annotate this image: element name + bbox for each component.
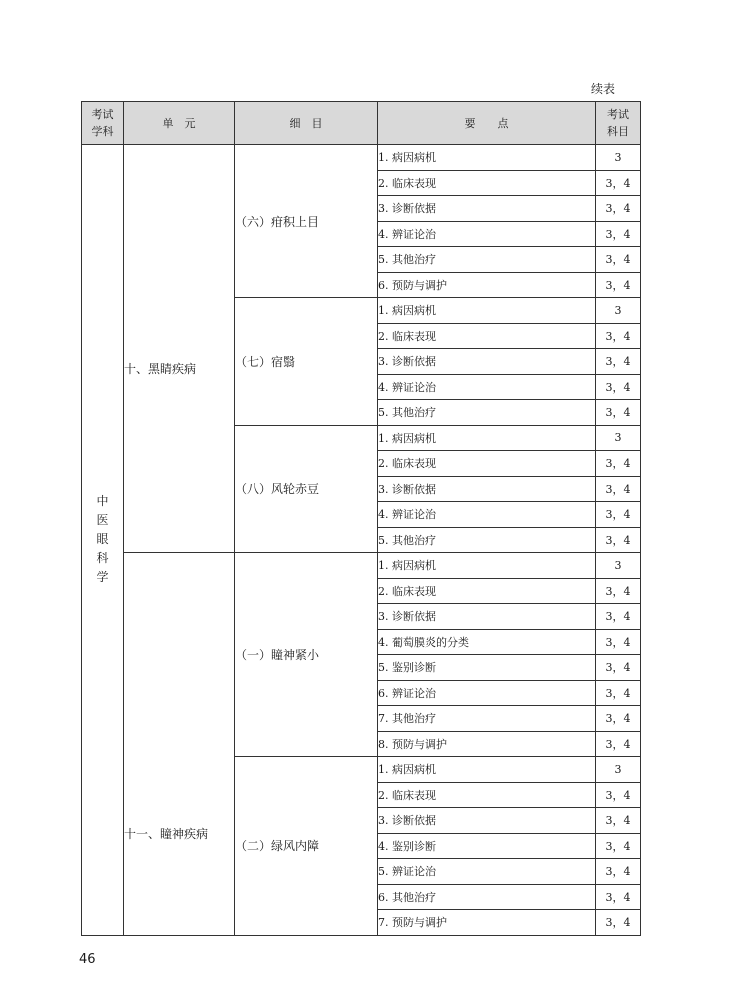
- level-cell: 3，4: [596, 170, 641, 196]
- level-cell: 3，4: [596, 629, 641, 655]
- point-cell: 4. 辨证论治: [378, 221, 596, 247]
- point-cell: 7. 其他治疗: [378, 706, 596, 732]
- header-unit: 单 元: [124, 102, 235, 145]
- point-cell: 2. 临床表现: [378, 578, 596, 604]
- point-cell: 1. 病因病机: [378, 145, 596, 171]
- level-cell: 3，4: [596, 323, 641, 349]
- level-cell: 3: [596, 298, 641, 324]
- point-cell: 2. 临床表现: [378, 323, 596, 349]
- item-cell: （八）风轮赤豆: [235, 425, 378, 553]
- header-subject: [82, 102, 124, 145]
- header-level-line1: 考试: [607, 108, 629, 121]
- level-cell: 3，4: [596, 221, 641, 247]
- level-cell: 3，4: [596, 655, 641, 681]
- level-cell: 3: [596, 757, 641, 783]
- item-cell: （七）宿翳: [235, 298, 378, 426]
- level-cell: 3，4: [596, 247, 641, 273]
- level-cell: 3，4: [596, 833, 641, 859]
- level-cell: 3，4: [596, 731, 641, 757]
- level-cell: 3: [596, 425, 641, 451]
- point-cell: 8. 预防与调护: [378, 731, 596, 757]
- point-cell: 6. 辨证论治: [378, 680, 596, 706]
- header-points: 要 点: [378, 102, 596, 145]
- point-cell: 3. 诊断依据: [378, 196, 596, 222]
- point-cell: 4. 辨证论治: [378, 502, 596, 528]
- point-cell: 5. 鉴别诊断: [378, 655, 596, 681]
- point-cell: 2. 临床表现: [378, 170, 596, 196]
- level-cell: 3，4: [596, 808, 641, 834]
- syllabus-table: [81, 101, 641, 936]
- unit-cell: [124, 145, 235, 553]
- level-cell: 3，4: [596, 196, 641, 222]
- subject-label: 中医眼科学: [96, 494, 109, 585]
- level-cell: 3，4: [596, 451, 641, 477]
- point-cell: 4. 葡萄膜炎的分类: [378, 629, 596, 655]
- point-cell: 5. 其他治疗: [378, 527, 596, 553]
- item-cell: （二）绿风内障: [235, 757, 378, 936]
- point-cell: 2. 临床表现: [378, 782, 596, 808]
- level-cell: 3，4: [596, 349, 641, 375]
- unit-cell: [124, 553, 235, 936]
- level-cell: 3，4: [596, 680, 641, 706]
- header-item: 细 目: [235, 102, 378, 145]
- header-subject-line1: 考试: [91, 108, 114, 121]
- point-cell: 5. 辨证论治: [378, 859, 596, 885]
- point-cell: 6. 其他治疗: [378, 884, 596, 910]
- level-cell: 3: [596, 145, 641, 171]
- point-cell: 6. 预防与调护: [378, 272, 596, 298]
- point-cell: 3. 诊断依据: [378, 476, 596, 502]
- point-cell: 5. 其他治疗: [378, 247, 596, 273]
- header-level-line2: 科目: [607, 125, 629, 138]
- level-cell: 3，4: [596, 859, 641, 885]
- level-cell: 3，4: [596, 782, 641, 808]
- level-cell: 3: [596, 553, 641, 579]
- level-cell: 3，4: [596, 884, 641, 910]
- point-cell: 1. 病因病机: [378, 425, 596, 451]
- level-cell: 3，4: [596, 400, 641, 426]
- level-cell: 3，4: [596, 910, 641, 936]
- point-cell: 1. 病因病机: [378, 553, 596, 579]
- level-cell: 3，4: [596, 502, 641, 528]
- level-cell: 3，4: [596, 272, 641, 298]
- level-cell: 3，4: [596, 604, 641, 630]
- page-number: 46: [79, 952, 96, 967]
- level-cell: 3，4: [596, 527, 641, 553]
- level-cell: 3，4: [596, 374, 641, 400]
- table-header-row: [82, 102, 641, 145]
- point-cell: 2. 临床表现: [378, 451, 596, 477]
- item-cell: （六）疳积上目: [235, 145, 378, 298]
- unit-label: 十一、瞳神疾病: [124, 827, 209, 842]
- point-cell: 1. 病因病机: [378, 298, 596, 324]
- subject-cell: [82, 145, 124, 936]
- table-row: [82, 145, 641, 171]
- point-cell: 4. 辨证论治: [378, 374, 596, 400]
- table-row: [82, 553, 641, 579]
- point-cell: 3. 诊断依据: [378, 604, 596, 630]
- point-cell: 3. 诊断依据: [378, 349, 596, 375]
- point-cell: 7. 预防与调护: [378, 910, 596, 936]
- point-cell: 1. 病因病机: [378, 757, 596, 783]
- unit-label: 十、黑睛疾病: [124, 362, 197, 376]
- level-cell: 3，4: [596, 706, 641, 732]
- table-body: [82, 145, 641, 936]
- point-cell: 5. 其他治疗: [378, 400, 596, 426]
- point-cell: 3. 诊断依据: [378, 808, 596, 834]
- level-cell: 3，4: [596, 578, 641, 604]
- header-subject-line2: 学科: [91, 125, 114, 138]
- item-cell: （一）瞳神紧小: [235, 553, 378, 757]
- continued-label: 续表: [591, 82, 616, 96]
- header-level: [596, 102, 641, 145]
- level-cell: 3，4: [596, 476, 641, 502]
- point-cell: 4. 鉴别诊断: [378, 833, 596, 859]
